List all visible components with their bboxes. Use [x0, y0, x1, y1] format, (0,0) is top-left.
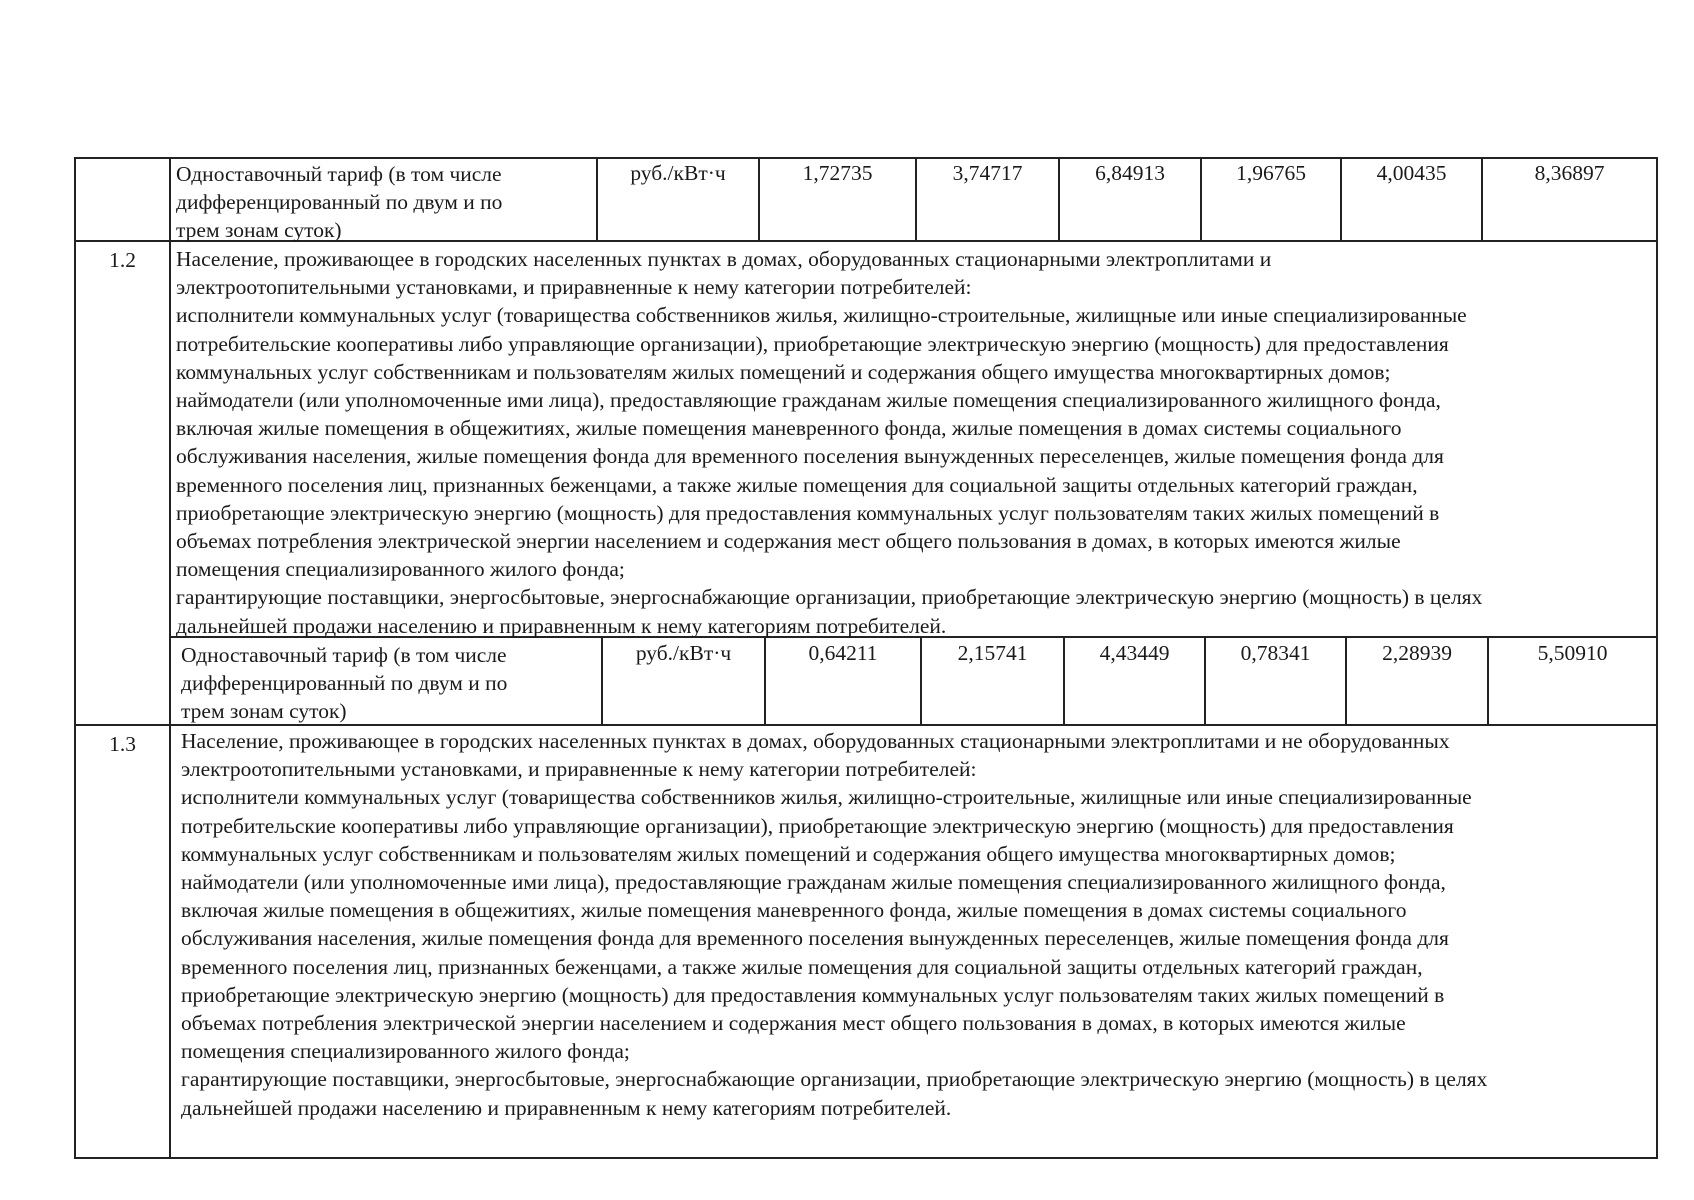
table-number-divider [169, 157, 171, 1159]
value-cell: 2,28939 [1382, 641, 1452, 665]
value-cell: 1,72735 [802, 161, 873, 185]
table-border-left [74, 157, 76, 1159]
tariff-label: Одноставочный тариф (в том числе дифференцированный по двум и по трем зонам суток) [176, 162, 503, 242]
value-cell: 3,74717 [952, 161, 1023, 185]
value-cell: 2,15741 [957, 641, 1028, 665]
value-cell: 4,00435 [1376, 161, 1447, 185]
row-number: 1.2 [109, 248, 136, 272]
table-bottom-border [74, 1157, 1658, 1159]
table-border-right [1656, 157, 1658, 1159]
row-number: 1.3 [109, 732, 136, 756]
value-cell: 1,96765 [1236, 161, 1306, 185]
value-cell: 0,78341 [1240, 641, 1311, 665]
tariff-label: Одноставочный тариф (в том числе дифференцированный по двум и по трем зонам суток) [181, 643, 508, 723]
unit-cell: руб./кВт·ч [630, 161, 726, 185]
category-description: Население, проживающее в городских населенных пунктах в домах, оборудованных стационарными электроплитами и электроотопительными установками, и приравненные к нему категории потребителей: исполнители коммунальных услуг (товарищества собственников жилья, жилищно-строительные, жилищные или иные специализированные потребительские кооперативы либо управляющие организации), приобретающие электрическую энергию (мощность) для предоставления коммунальных услуг собственникам и пользователям жилых помещений и содержания общего имущества многоквартирных домов; наймодатели (или уполномоченные ими лица), предоставляющие гражданам жилые помещения специализированного жилищного фонда, включая жилые помещения в общежитиях, жилые помещения маневренного фонда, жилые помещения в домах системы социального обслуживания населения, жилые помещения фонда для временного поселения вынужденных переселенцев, жилые помещения фонда для временного поселения лиц, признанных беженцами, а также жилые помещения для социальной защиты отдельных категорий граждан, приобретающие электрическую энергию (мощность) для предоставления коммунальных услуг пользователям таких жилых помещений в объемах потребления электрической энергии населением и содержания мест общего пользования в домах, в которых имеются жилые помещения специализированного жилого фонда; гарантирующие поставщики, энергосбытовые, энергоснабжающие организации, приобретающие электрическую энергию (мощность) в целях дальнейшей продажи населению и приравненным к нему категориям потребителей. [176, 247, 1483, 638]
value-cell: 6,84913 [1095, 161, 1165, 185]
unit-cell: руб./кВт·ч [635, 641, 732, 665]
value-cell: 4,43449 [1099, 641, 1170, 665]
value-cell: 5,50910 [1537, 641, 1608, 665]
category-description: Население, проживающее в городских населенных пунктах в домах, оборудованных стационарными электроплитами и не оборудованных электроотопительными установками, и приравненные к нему категории потребителей: исполнители коммунальных услуг (товарищества собственников жилья, жилищно-строительные, жилищные или иные специализированные потребительские кооперативы либо управляющие организации), приобретающие электрическую энергию (мощность) для предоставления коммунальных услуг собственникам и пользователям жилых помещений и содержания общего имущества многоквартирных домов; наймодатели (или уполномоченные ими лица), предоставляющие гражданам жилые помещения специализированного жилищного фонда, включая жилые помещения в общежитиях, жилые помещения маневренного фонда, жилые помещения в домах системы социального обслуживания населения, жилые помещения фонда для временного поселения вынужденных переселенцев, жилые помещения фонда для временного поселения лиц, признанных беженцами, а также жилые помещения для социальной защиты отдельных категорий граждан, приобретающие электрическую энергию (мощность) для предоставления коммунальных услуг пользователям таких жилых помещений в объемах потребления электрической энергии населением и содержания мест общего пользования в домах, в которых имеются жилые помещения специализированного жилого фонда; гарантирующие поставщики, энергосбытовые, энергоснабжающие организации, приобретающие электрическую энергию (мощность) в целях дальнейшей продажи населению и приравненным к нему категориям потребителей. [181, 729, 1488, 1120]
value-cell: 8,36897 [1534, 161, 1605, 185]
value-cell: 0,64211 [808, 641, 878, 665]
